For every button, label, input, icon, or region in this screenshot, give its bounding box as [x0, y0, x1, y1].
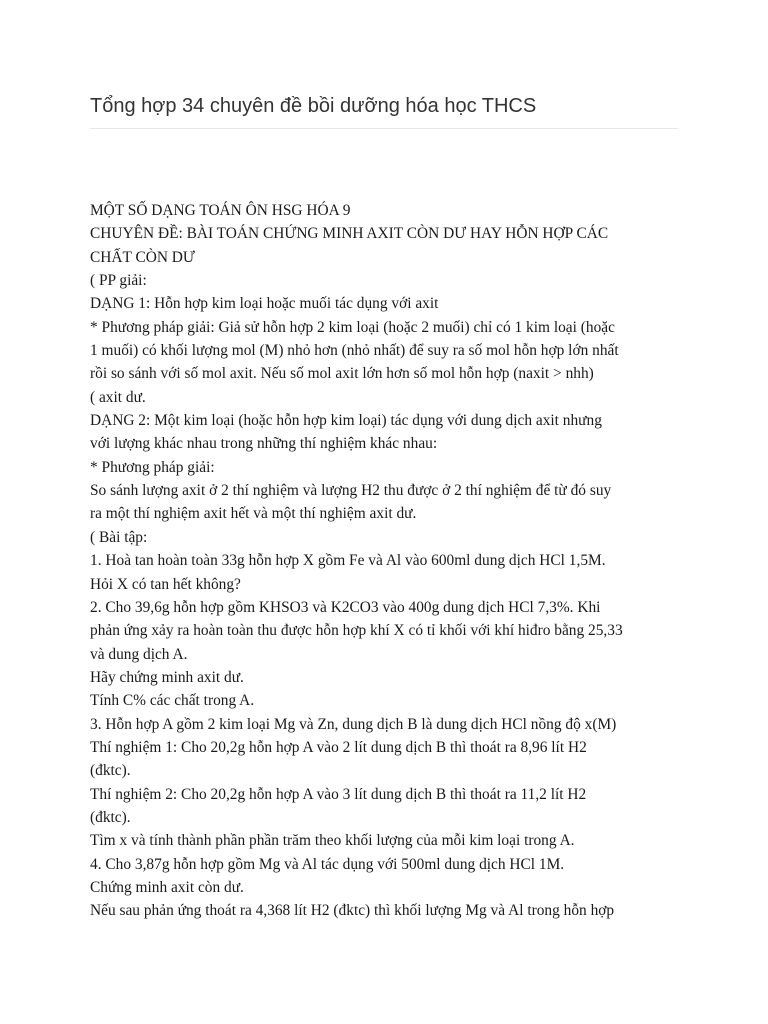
document-line: rồi so sánh với số mol axit. Nếu số mol axit lớn hơn số mol hỗn hợp (naxit > nhh) — [90, 365, 594, 383]
document-line: 4. Cho 3,87g hỗn hợp gồm Mg và Al tác dụng với 500ml dung dịch HCl 1M. — [90, 855, 565, 873]
document-line: Thí nghiệm 2: Cho 20,2g hỗn hợp A vào 3 lít dung dịch B thì thoát ra 11,2 lít H2 — [90, 785, 587, 803]
document-line: ra một thí nghiệm axit hết và một thí nghiệm axit dư. — [90, 505, 417, 523]
document-line: Chứng minh axit còn dư. — [90, 878, 244, 896]
document-line: ( Bài tập: — [90, 528, 148, 546]
document-body — [90, 199, 682, 923]
document-line: Hãy chứng minh axit dư. — [90, 668, 244, 686]
document-line: 2. Cho 39,6g hỗn hợp gồm KHSO3 và K2CO3 vào 400g dung dịch HCl 7,3%. Khi — [90, 598, 601, 616]
document-line: và dung dịch A. — [90, 645, 188, 663]
document-line: với lượng khác nhau trong những thí nghiệm khác nhau: — [90, 435, 438, 453]
document-line: Tìm x và tính thành phần phần trăm theo khối lượng của mỗi kim loại trong A. — [90, 832, 575, 850]
document-line: ( axit dư. — [90, 388, 146, 406]
document-line: 3. Hỗn hợp A gồm 2 kim loại Mg và Zn, dung dịch B là dung dịch HCl nồng độ x(M) — [90, 715, 617, 733]
document-line: Hỏi X có tan hết không? — [90, 575, 241, 593]
document-title: Tổng hợp 34 chuyên đề bồi dưỡng hóa học THCS — [90, 95, 537, 117]
document-line: So sánh lượng axit ở 2 thí nghiệm và lượng H2 thu được ở 2 thí nghiệm để từ đó suy — [90, 482, 612, 500]
document-line: Tính C% các chất trong A. — [90, 692, 255, 710]
document-line: phản ứng xảy ra hoàn toàn thu được hỗn hợp khí X có tỉ khối với khí hiđro bằng 25,33 — [90, 622, 623, 640]
document-line: DẠNG 1: Hỗn hợp kim loại hoặc muối tác dụng với axit — [90, 295, 439, 313]
document-line: MỘT SỐ DẠNG TOÁN ÔN HSG HÓA 9 — [90, 202, 351, 219]
document-line: 1. Hoà tan hoàn toàn 33g hỗn hợp X gồm Fe và Al vào 600ml dung dịch HCl 1,5M. — [90, 552, 606, 570]
title-divider — [90, 128, 678, 129]
document-line: 1 muối) có khối lượng mol (M) nhỏ hơn (nhỏ nhất) để suy ra số mol hỗn hợp lớn nhất — [90, 342, 619, 360]
document-line: DẠNG 2: Một kim loại (hoặc hỗn hợp kim loại) tác dụng với dung dịch axit nhưng — [90, 412, 602, 430]
document-line: Nếu sau phản ứng thoát ra 4,368 lít H2 (đktc) thì khối lượng Mg và Al trong hỗn hợp — [90, 902, 615, 920]
document-line: CHUYÊN ĐỀ: BÀI TOÁN CHỨNG MINH AXIT CÒN DƯ HAY HỖN HỢP CÁC — [90, 225, 609, 243]
document-line: CHẤT CÒN DƯ — [90, 248, 195, 266]
document-line: (đktc). — [90, 762, 131, 780]
document-line: (đktc). — [90, 808, 131, 826]
document-line: Thí nghiệm 1: Cho 20,2g hỗn hợp A vào 2 lít dung dịch B thì thoát ra 8,96 lít H2 — [90, 738, 587, 756]
document-line: * Phương pháp giải: — [90, 458, 215, 476]
document-line: ( PP giải: — [90, 272, 147, 290]
document-line: * Phương pháp giải: Giả sử hỗn hợp 2 kim loại (hoặc 2 muối) chỉ có 1 kim loại (hoặc — [90, 318, 615, 336]
